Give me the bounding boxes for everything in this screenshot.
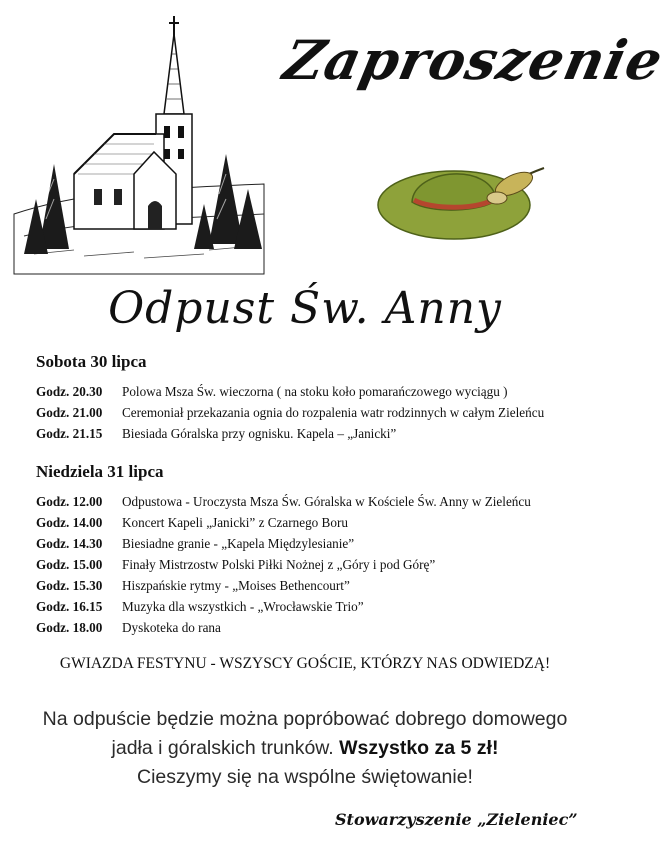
schedule-time: Godz. 20.30 xyxy=(36,384,103,399)
schedule-row xyxy=(36,384,508,402)
schedule-text: Polowa Msza Św. wieczorna ( na stoku koło pomarańczowego wyciągu ) xyxy=(122,384,508,399)
schedule-text: Koncert Kapeli „Janicki” z Czarnego Boru xyxy=(122,515,348,530)
schedule-text: Ceremoniał przekazania ognia do rozpalenia watr rodzinnych w całym Zieleńcu xyxy=(122,405,545,420)
organizer-signature: Stowarzyszenie „Zieleniec” xyxy=(335,810,578,829)
schedule-time: Godz. 21.15 xyxy=(36,426,103,441)
schedule-time: Godz. 12.00 xyxy=(36,494,103,509)
schedule-text: Odpustowa - Uroczysta Msza Św. Góralska w Kościele Św. Anny w Zieleńcu xyxy=(122,494,531,509)
schedule-row xyxy=(36,557,435,575)
info-line-2 xyxy=(0,737,610,760)
hat-illustration xyxy=(372,150,552,245)
schedule-row xyxy=(36,494,531,512)
schedule-row xyxy=(36,515,348,533)
schedule-time: Godz. 14.00 xyxy=(36,515,103,530)
schedule-row xyxy=(36,536,354,554)
star-guests-line: GWIAZDA FESTYNU - WSZYSCY GOŚCIE, KTÓRZY NAS ODWIEDZĄ! xyxy=(59,655,551,672)
info-line-1: Na odpuście będzie można popróbować dobrego domowego xyxy=(42,708,568,730)
price-note: Wszystko za 5 zł! xyxy=(339,737,499,759)
schedule-time: Godz. 16.15 xyxy=(36,599,103,614)
schedule-text: Muzyka dla wszystkich - „Wrocławskie Trio” xyxy=(122,599,364,614)
schedule-time: Godz. 15.00 xyxy=(36,557,103,572)
schedule-row xyxy=(36,578,350,596)
event-title: Odpust Św. Anny xyxy=(108,283,502,334)
schedule-text: Hiszpańskie rytmy - „Moises Bethencourt” xyxy=(122,578,350,593)
sunday-heading: Niedziela 31 lipca xyxy=(36,462,164,481)
saturday-heading: Sobota 30 lipca xyxy=(36,352,147,371)
info-line-2-text: jadła i góralskich trunków. xyxy=(111,737,334,759)
schedule-time: Godz. 14.30 xyxy=(36,536,103,551)
schedule-row xyxy=(36,599,364,617)
schedule-text: Biesiadne granie - „Kapela Międzylesianie” xyxy=(122,536,355,551)
schedule-time: Godz. 15.30 xyxy=(36,578,103,593)
schedule-text: Dyskoteka do rana xyxy=(122,620,221,635)
schedule-row xyxy=(36,620,221,638)
schedule-time: Godz. 18.00 xyxy=(36,620,103,635)
schedule-time: Godz. 21.00 xyxy=(36,405,103,420)
info-line-3: Cieszymy się na wspólne świętowanie! xyxy=(137,766,473,788)
church-illustration xyxy=(14,14,264,274)
schedule-row xyxy=(36,405,544,423)
schedule-text: Biesiada Góralska przy ognisku. Kapela – „Janicki” xyxy=(122,426,397,441)
header-title: Zaproszenie xyxy=(278,28,669,92)
schedule-row xyxy=(36,426,396,444)
schedule-text: Finały Mistrzostw Polski Piłki Nożnej z „Góry i pod Górę” xyxy=(122,557,436,572)
